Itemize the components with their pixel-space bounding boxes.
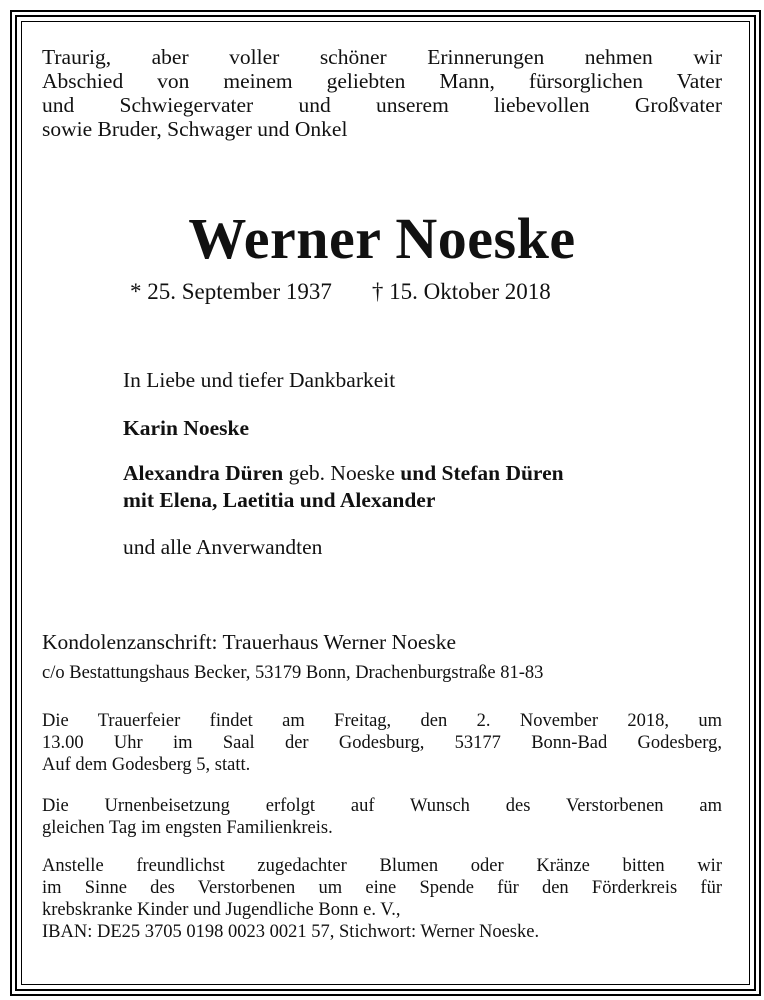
spouse-name: Karin Noeske	[123, 416, 250, 440]
donation-text	[42, 855, 722, 943]
intro-line: und Schwiegervater und unserem liebevollen Großvater	[42, 93, 722, 117]
birth-date: * 25. September 1937	[130, 279, 332, 304]
daughter-name: Alexandra Düren	[123, 461, 284, 485]
daughter-partner: und Stefan Düren	[400, 461, 564, 485]
urn-text	[42, 795, 722, 839]
daughter-nee: geb. Noeske	[283, 461, 401, 485]
urn-line: gleichen Tag im engsten Familienkreis.	[42, 818, 333, 838]
condolence-care-of: c/o Bestattungshaus Becker, 53179 Bonn, Drachenburgstraße 81-83	[42, 663, 544, 683]
donation-line: im Sinne des Verstorbenen um eine Spende für den Förderkreis für	[42, 878, 722, 898]
family-intro: In Liebe und tiefer Dankbarkeit	[123, 368, 396, 392]
donation-line: krebskranke Kinder und Jugendliche Bonn e. V.,	[42, 900, 401, 920]
grandchildren: mit Elena, Laetitia und Alexander	[123, 488, 436, 512]
intro-line: Traurig, aber voller schöner Erinnerungen nehmen wir	[42, 45, 722, 69]
condolence-address: Kondolenzanschrift: Trauerhaus Werner Noeske	[42, 630, 457, 654]
intro-text	[42, 45, 722, 141]
intro-line: sowie Bruder, Schwager und Onkel	[42, 117, 348, 141]
obituary-content	[42, 45, 722, 942]
donation-line: IBAN: DE25 3705 0198 0023 0021 57, Stichwort: Werner Noeske.	[42, 922, 540, 942]
relatives: und alle Anverwandten	[123, 535, 323, 559]
urn-line: Die Urnenbeisetzung erfolgt auf Wunsch des Verstorbenen am	[42, 796, 722, 816]
deceased-name: Werner Noeske	[188, 206, 576, 271]
ceremony-line: 13.00 Uhr im Saal der Godesburg, 53177 Bonn-Bad Godesberg,	[42, 733, 722, 753]
ceremony-text	[42, 710, 722, 776]
intro-line: Abschied von meinem geliebten Mann, fürsorglichen Vater	[42, 69, 722, 93]
death-date: † 15. Oktober 2018	[371, 279, 551, 304]
life-dates	[130, 278, 551, 306]
donation-line: Anstelle freundlichst zugedachter Blumen oder Kränze bitten wir	[42, 856, 722, 876]
ceremony-line: Auf dem Godesberg 5, statt.	[42, 755, 251, 775]
ceremony-line: Die Trauerfeier findet am Freitag, den 2. November 2018, um	[42, 711, 722, 731]
daughter-line	[123, 461, 564, 485]
